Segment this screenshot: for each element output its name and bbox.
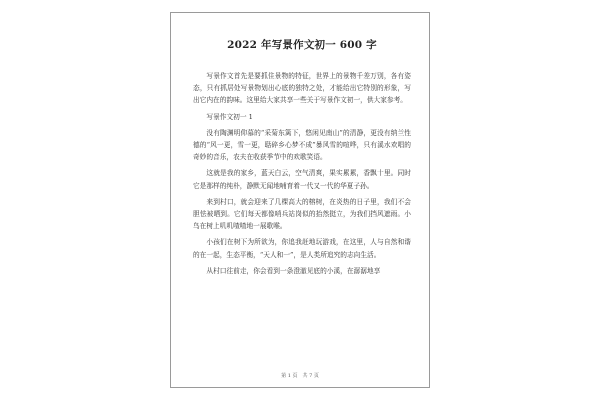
- page-content: [193, 37, 411, 281]
- section-subheading: 写景作文初一 1: [206, 112, 253, 121]
- body-paragraph: 来到村口，就会迎来了几棵高大的榕树，在炎热的日子里，我们不会胆怯被晒到。它们每天都像哨兵站岗似的抬然挺立，为我们挡风遮雨。小鸟在树上叽叽喳喳地一展歌喉。: [193, 197, 411, 231]
- body-paragraph: 小孩们在树下为所欲为，你追我赶地玩游戏，在这里，人与自然和谐的在一起，生态平衡，“天人和一”，是人类所追究的志向生活。: [193, 238, 411, 259]
- body-paragraph: 没有陶渊明仰慕的“采菊东篱下，悠闲见南山”的清静，更没有纳兰性德的“风一更，雪一更，聒碎乡心梦不成”暴风雪的喧哗，只有溪水欢唱的奇妙的音乐，农夫在收获季节中的欢歌笑语。: [193, 128, 411, 162]
- page-number-footer: 第 1 页 共 7 页: [281, 373, 319, 379]
- document-title: 2022 年写景作文初一 600 字: [227, 39, 377, 51]
- body-paragraph: 这就是我的家乡，蓝天白云，空气清爽，果实累累，香飘十里。同时它是那样的纯朴，静默无闻地哺育着一代又一代的华夏子孙。: [193, 169, 411, 190]
- document-page: [170, 12, 430, 388]
- intro-paragraph: 写景作文首先是要抓住景物的特征，世界上的景物千差万别，各有姿态，只有抓居处写景物划出心底的独特之处，才能给出它特别的形象，写出它内在的韵味。这里给大家共享一些关于写景作文初一，供大家参考。: [193, 72, 411, 105]
- body-paragraph: 从村口往前走，你会看到一条澄澈见底的小溪，在潺潺地享: [206, 266, 381, 275]
